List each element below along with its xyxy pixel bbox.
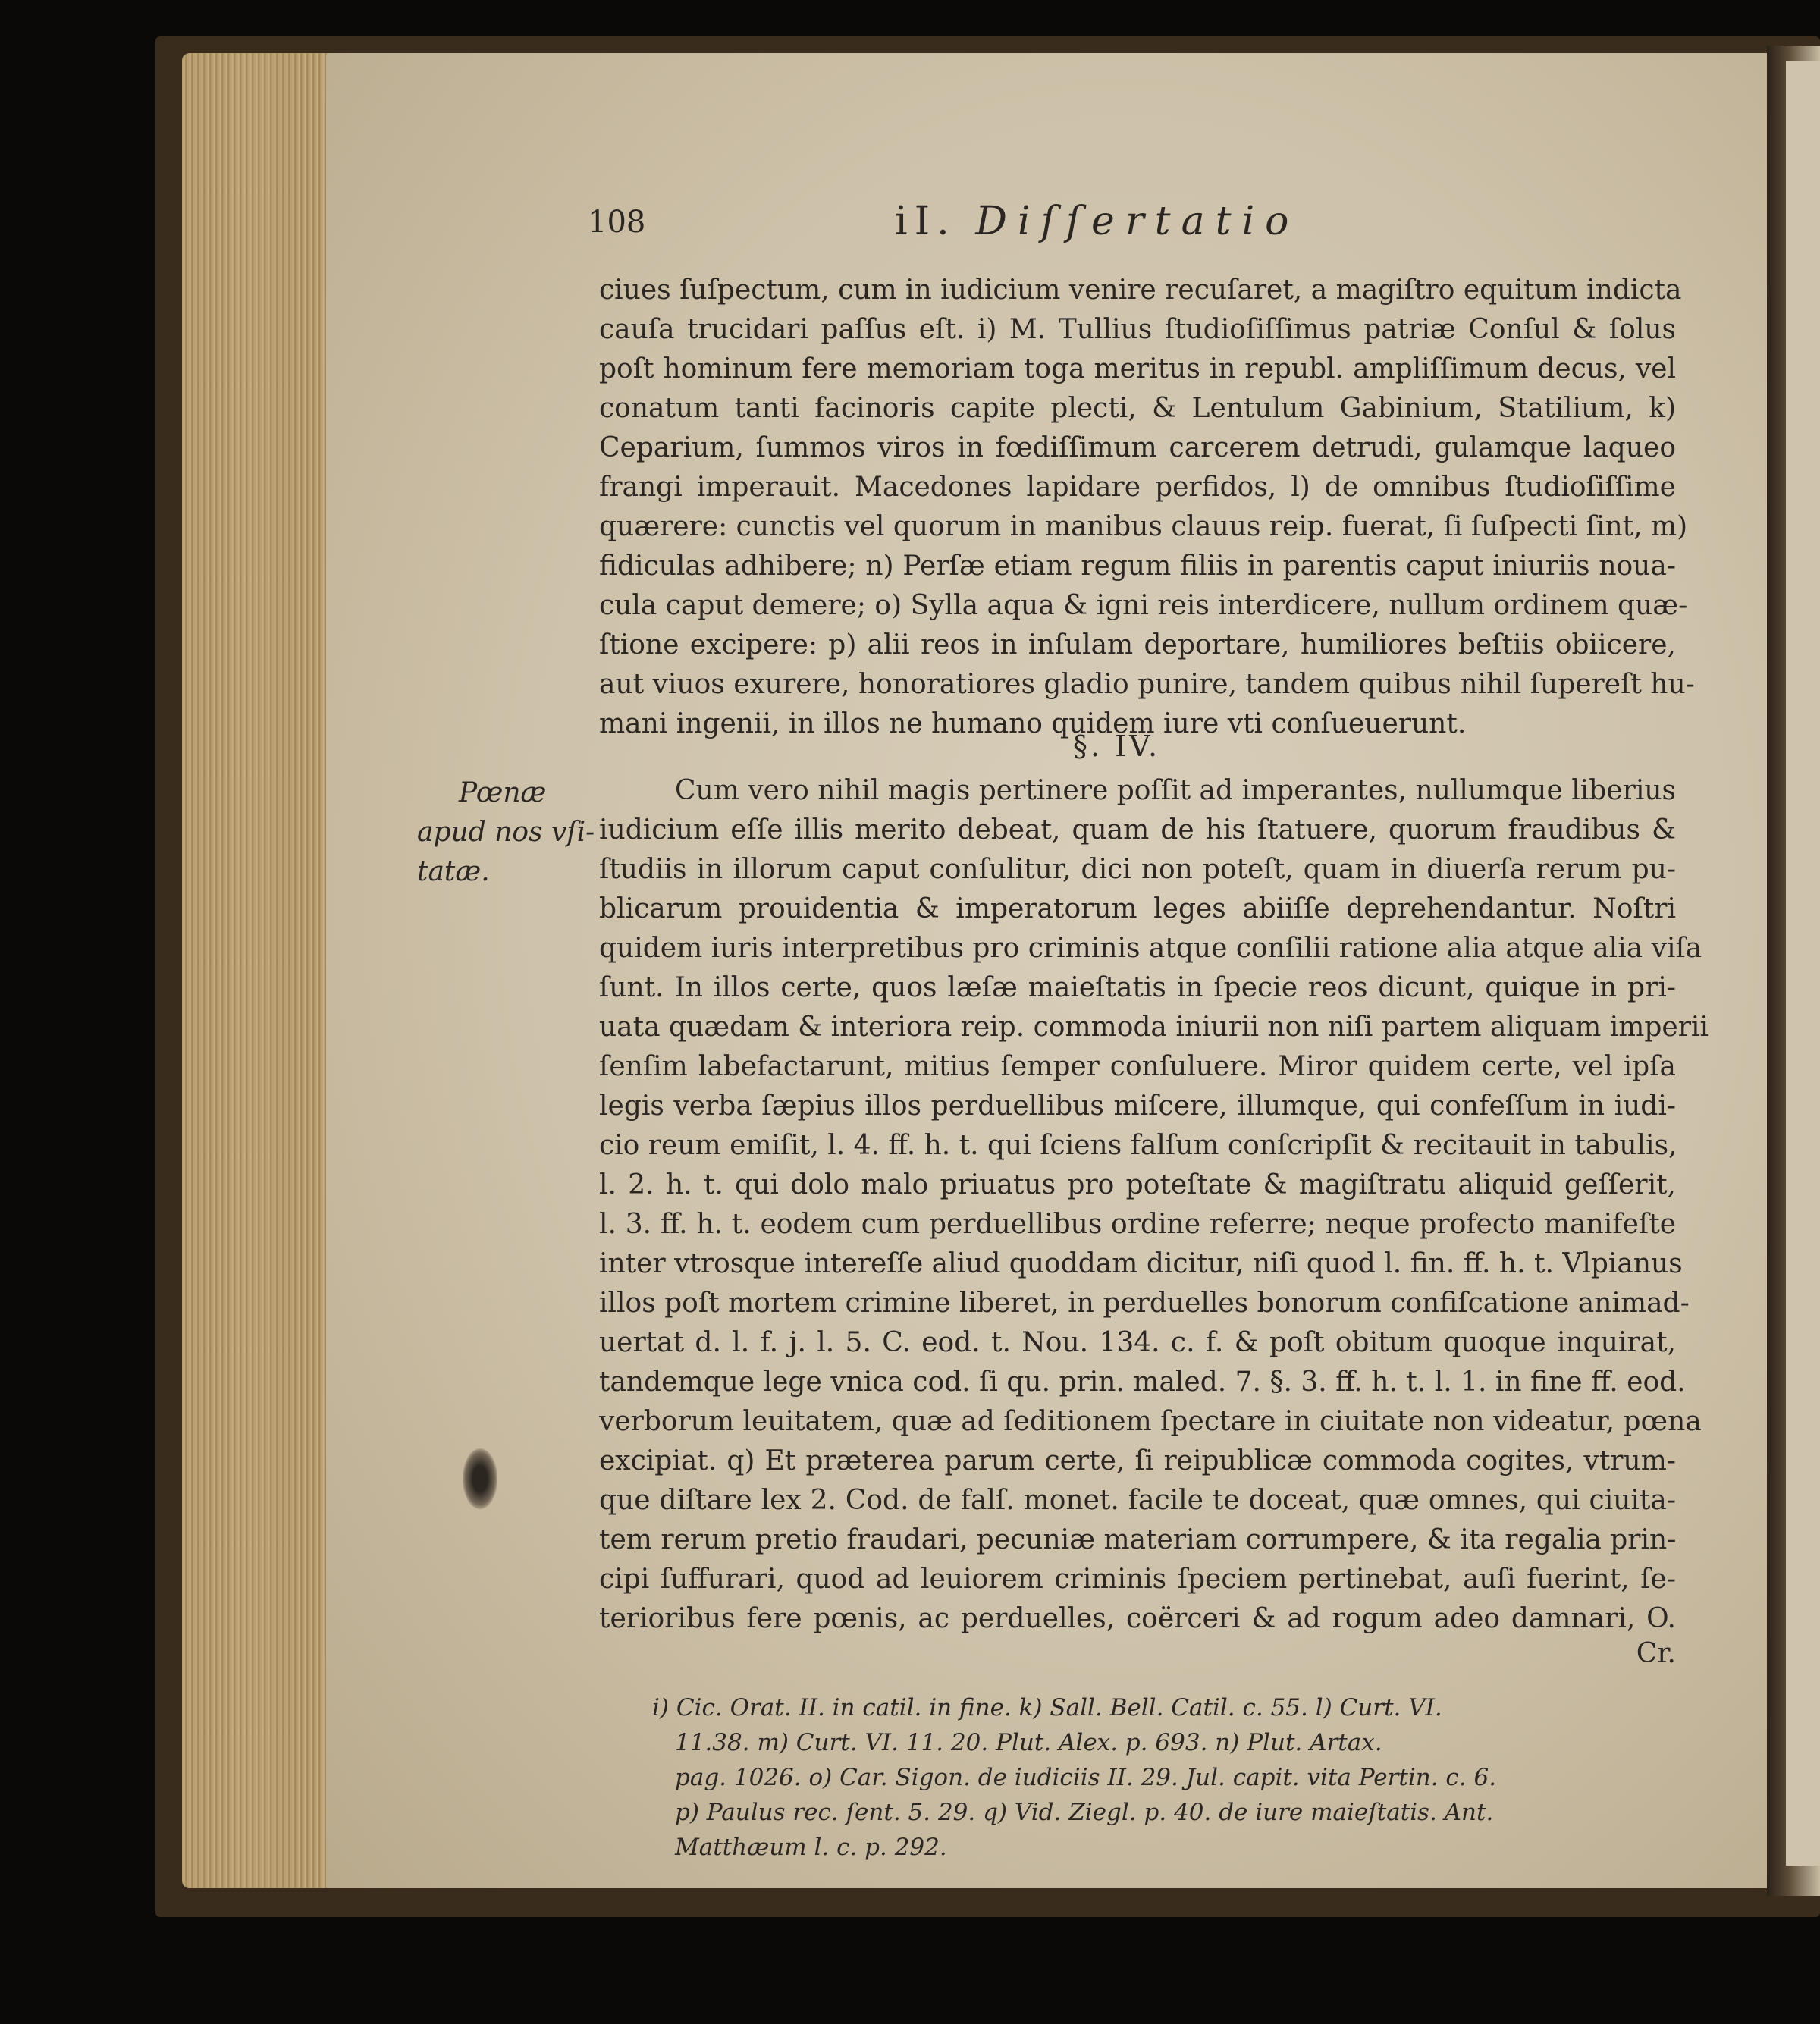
- footnote-line: i) Cic. Orat. II. in catil. in fine. k) Sall. Bell. Catil. c. 55. l) Curt. VI.: [652, 1694, 1442, 1721]
- text-line: poſt hominum fere memoriam toga meritus in republ. ampliſſimum decus, vel: [599, 353, 1676, 384]
- text-line: ſtudiis in illorum caput conſulitur, dici non poteſt, quam in diuerſa rerum pu-: [599, 854, 1676, 885]
- text-line: que diſtare lex 2. Cod. de falſ. monet. facile te doceat, quæ omnes, qui ciuita-: [599, 1485, 1676, 1516]
- text-line: uata quædam & interiora reip. commoda iniurii non niſi partem aliquam imperii: [599, 1012, 1709, 1043]
- page-number: 108: [588, 205, 646, 240]
- footnote-line: Matthæum l. c. p. 292.: [675, 1834, 947, 1861]
- page-edges: [182, 53, 334, 1888]
- catchword: Cr.: [1636, 1638, 1676, 1669]
- footnote-line: 11.38. m) Curt. VI. 11. 20. Plut. Alex. p. 693. n) Plut. Artax.: [675, 1729, 1382, 1756]
- text-line: illos poſt mortem crimine liberet, in perduelles bonorum confiſcatione animad-: [599, 1288, 1690, 1319]
- text-line: blicarum prouidentia & imperatorum leges abiiſſe deprehendantur. Noſtri: [599, 893, 1676, 924]
- title-prefix: iI.: [895, 199, 956, 244]
- text-line: aut viuos exurere, honoratiores gladio punire, tandem quibus nihil ſupereſt hu-: [599, 669, 1695, 700]
- ink-stain: [463, 1448, 497, 1509]
- text-line: conatum tanti facinoris capite plecti, & Lentulum Gabinium, Statilium, k): [599, 393, 1676, 424]
- text-line: l. 3. ff. h. t. eodem cum perduellibus ordine referre; neque profecto manifeſte: [599, 1209, 1676, 1240]
- footnote-line: p) Paulus rec. ſent. 5. 29. q) Vid. Ziegl. p. 40. de iure maieſtatis. Ant.: [675, 1799, 1494, 1826]
- text-line: ſunt. In illos certe, quos læſæ maieſtatis in ſpecie reos dicunt, quique in pri-: [599, 972, 1676, 1003]
- text-line: inter vtrosque intereſſe aliud quoddam dicitur, niſi quod l. fin. ff. h. t. Vlpianus: [599, 1248, 1683, 1279]
- text-line: Cum vero nihil magis pertinere poſſit ad imperantes, nullumque liberius: [675, 775, 1676, 806]
- title-word: Diſſertatio: [975, 199, 1300, 244]
- margin-note-line: apud nos vſi-: [417, 817, 595, 848]
- footnote-line: pag. 1026. o) Car. Sigon. de iudiciis II. 29. Jul. capit. vita Pertin. c. 6.: [675, 1764, 1497, 1791]
- text-line: fidiculas adhibere; n) Perſæ etiam regum filiis in parentis caput iniuriis noua-: [599, 551, 1676, 582]
- text-line: cipi ſuffurari, quod ad leuiorem criminis ſpeciem pertinebat, auſi fuerint, ſe-: [599, 1564, 1676, 1595]
- text-line: Ceparium, ſummos viros in fœdiſſimum carcerem detrudi, gulamque laqueo: [599, 432, 1676, 463]
- text-line: tem rerum pretio fraudari, pecuniæ materiam corrumpere, & ita regalia prin-: [599, 1524, 1677, 1555]
- text-line: l. 2. h. t. qui dolo malo priuatus pro poteſtate & magiſtratu aliquid geſſerit,: [599, 1169, 1676, 1200]
- text-line: cauſa trucidari paſſus eſt. i) M. Tullius ſtudioſiſſimus patriæ Conſul & ſolus: [599, 314, 1676, 345]
- text-line: terioribus fere pœnis, ac perduelles, coërceri & ad rogum adeo damnari, O.: [599, 1603, 1676, 1634]
- section-heading: §. IV.: [1073, 730, 1161, 763]
- text-line: frangi imperauit. Macedones lapidare perfidos, l) de omnibus ſtudioſiſſime: [599, 472, 1676, 503]
- text-line: quidem iuris interpretibus pro criminis atque conſilii ratione alia atque alia viſa: [599, 933, 1702, 964]
- text-line: legis verba ſæpius illos perduellibus miſcere, illumque, qui confeſſum in iudi-: [599, 1090, 1676, 1122]
- text-line: ſenſim labefactarunt, mitius ſemper conſuluere. Miror quidem certe, vel ipſa: [599, 1051, 1676, 1082]
- text-line: ſtione excipere: p) alii reos in inſulam deportare, humiliores beſtiis obiicere,: [599, 629, 1676, 661]
- text-line: mani ingenii, in illos ne humano quidem iure vti conſueuerunt.: [599, 708, 1467, 739]
- text-line: verborum leuitatem, quæ ad ſeditionem ſpectare in ciuitate non videatur, pœna: [599, 1406, 1702, 1437]
- margin-note-line: tatæ.: [417, 856, 490, 887]
- next-page-edge: [1786, 61, 1820, 1866]
- text-line: iudicium eſſe illis merito debeat, quam de his ſtatuere, quorum fraudibus &: [599, 814, 1676, 846]
- margin-note-line: Pœnæ: [459, 777, 547, 808]
- text-line: uertat d. l. f. j. l. 5. C. eod. t. Nou. 134. c. f. & poſt obitum quoque inquirat,: [599, 1327, 1676, 1358]
- text-line: cio reum emiſit, l. 4. ff. h. t. qui ſciens falſum conſcripſit & recitauit in tabulis,: [599, 1130, 1677, 1161]
- text-block: [599, 53, 1709, 1861]
- text-line: cula caput demere; o) Sylla aqua & igni reis interdicere, nullum ordinem quæ-: [599, 590, 1688, 621]
- margin-note: [417, 774, 595, 892]
- text-line: quærere: cunctis vel quorum in manibus clauus reip. fuerat, ſi ſuſpecti ſint, m): [599, 511, 1688, 542]
- text-line: tandemque lege vnica cod. ſi qu. prin. maled. 7. §. 3. ff. h. t. l. 1. in fine ff. eod.: [599, 1367, 1686, 1398]
- text-line: ciues ſuſpectum, cum in iudicium venire recuſaret, a magiſtro equitum indicta: [599, 275, 1682, 306]
- text-line: excipiat. q) Et præterea parum certe, ſi reipublicæ commoda cogites, vtrum-: [599, 1445, 1676, 1476]
- book-page: [326, 53, 1782, 1888]
